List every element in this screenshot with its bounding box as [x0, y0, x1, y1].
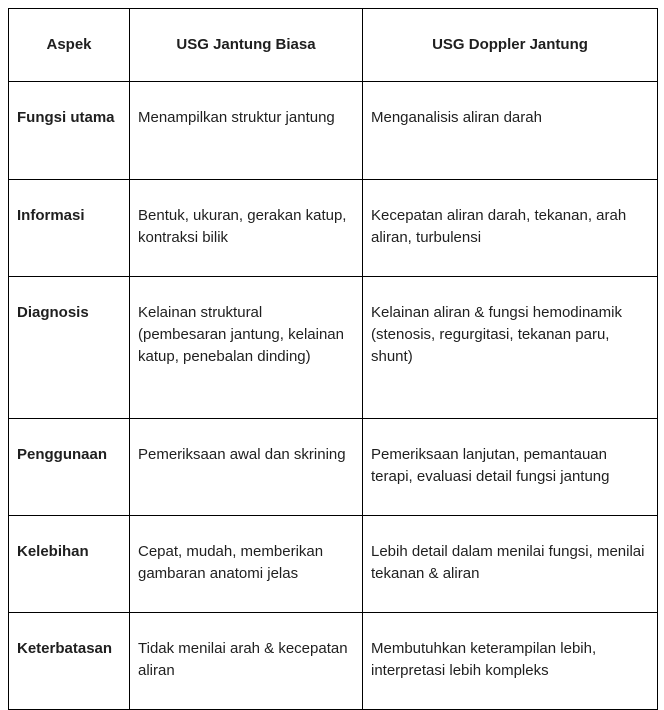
comparison-table-container [8, 8, 658, 710]
cell-usg-doppler: Kecepatan aliran darah, tekanan, arah aliran, turbulensi [363, 180, 658, 277]
cell-usg-biasa: Cepat, mudah, memberikan gambaran anatomi jelas [130, 516, 363, 613]
cell-usg-doppler: Membutuhkan keterampilan lebih, interpretasi lebih kompleks [363, 613, 658, 710]
table-row [9, 180, 658, 277]
table-row [9, 277, 658, 419]
cell-aspek: Penggunaan [9, 419, 130, 516]
table-row [9, 82, 658, 180]
cell-usg-doppler: Menganalisis aliran darah [363, 82, 658, 180]
table-row [9, 516, 658, 613]
cell-usg-biasa: Tidak menilai arah & kecepatan aliran [130, 613, 363, 710]
table-header-row [9, 9, 658, 82]
table-row [9, 419, 658, 516]
cell-usg-biasa: Bentuk, ukuran, gerakan katup, kontraksi bilik [130, 180, 363, 277]
comparison-table [8, 8, 658, 710]
cell-aspek: Fungsi utama [9, 82, 130, 180]
cell-usg-biasa: Kelainan struktural (pembesaran jantung, kelainan katup, penebalan dinding) [130, 277, 363, 419]
cell-aspek: Diagnosis [9, 277, 130, 419]
cell-usg-biasa: Pemeriksaan awal dan skrining [130, 419, 363, 516]
table-row [9, 613, 658, 710]
header-usg-jantung-biasa: USG Jantung Biasa [130, 9, 363, 82]
cell-aspek: Kelebihan [9, 516, 130, 613]
header-usg-doppler-jantung: USG Doppler Jantung [363, 9, 658, 82]
cell-aspek: Keterbatasan [9, 613, 130, 710]
cell-usg-doppler: Lebih detail dalam menilai fungsi, menilai tekanan & aliran [363, 516, 658, 613]
cell-usg-doppler: Kelainan aliran & fungsi hemodinamik (stenosis, regurgitasi, tekanan paru, shunt) [363, 277, 658, 419]
header-aspek: Aspek [9, 9, 130, 82]
cell-usg-biasa: Menampilkan struktur jantung [130, 82, 363, 180]
cell-usg-doppler: Pemeriksaan lanjutan, pemantauan terapi, evaluasi detail fungsi jantung [363, 419, 658, 516]
cell-aspek: Informasi [9, 180, 130, 277]
